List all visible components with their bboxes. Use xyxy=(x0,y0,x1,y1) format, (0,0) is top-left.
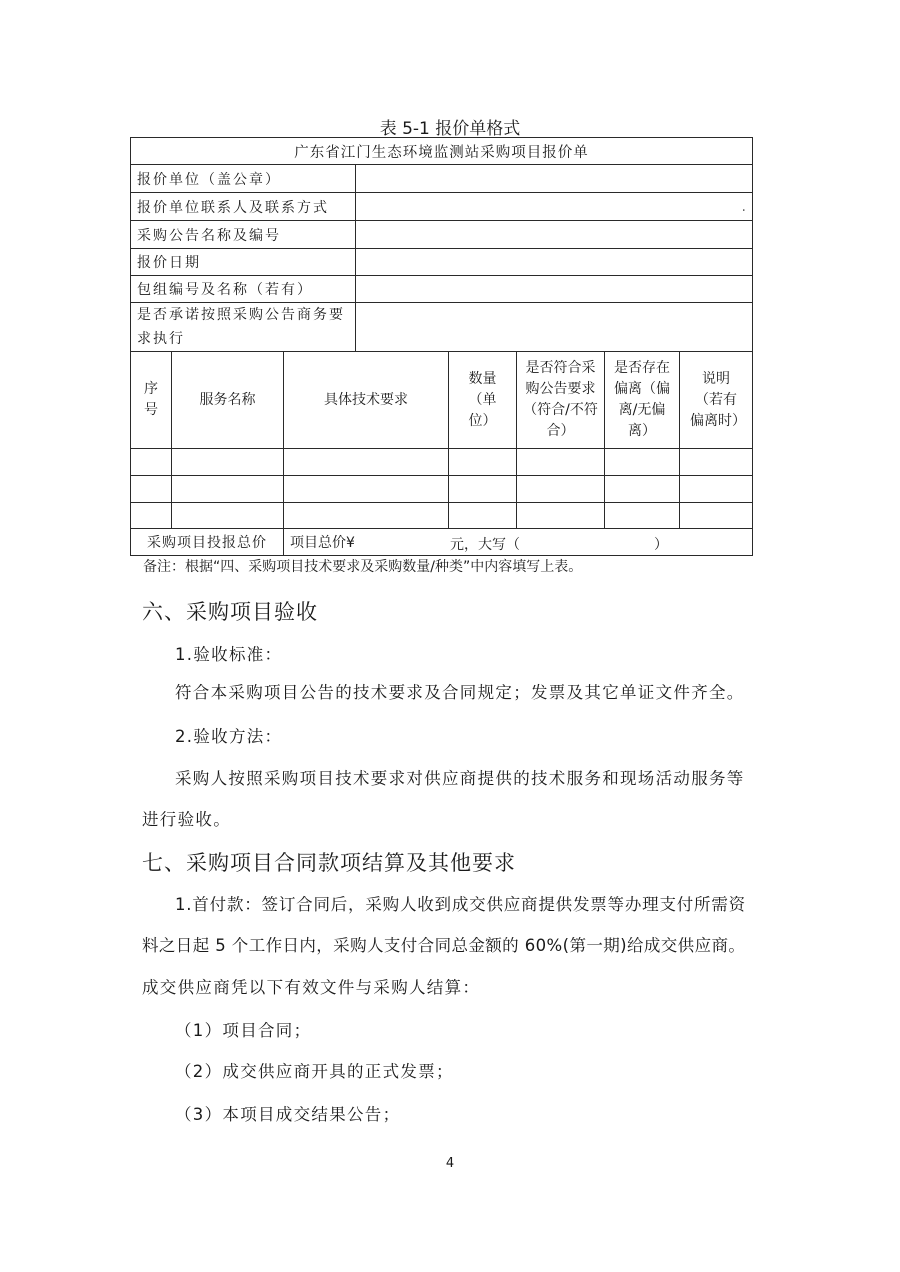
section6-item1-text: 符合本采购项目公告的技术要求及合同规定；发票及其它单证文件齐全。 xyxy=(175,683,745,702)
table-row xyxy=(131,449,753,476)
total-value xyxy=(284,529,753,556)
info-label: 报价日期 xyxy=(131,249,356,276)
info-value: . xyxy=(356,193,753,221)
total-close: ） xyxy=(654,537,668,553)
total-prefix: 项目总价¥ xyxy=(290,535,355,551)
section7-para-line1: 1.首付款：签订合同后，采购人收到成交供应商提供发票等办理支付所需资 xyxy=(175,895,746,914)
section7-para-line3: 成交供应商凭以下有效文件与采购人结算： xyxy=(142,978,481,997)
info-label: 包组编号及名称（若有） xyxy=(131,276,356,303)
section7-list-item: （1）项目合同； xyxy=(175,1021,312,1040)
section6-heading: 六、采购项目验收 xyxy=(142,600,318,624)
column-header: 是否符合采购公告要求（符合/不符合） xyxy=(517,352,605,449)
info-value xyxy=(356,303,753,352)
table-note: 备注：根据“四、采购项目技术要求及采购数量/种类”中内容填写上表。 xyxy=(143,559,583,575)
column-header: 服务名称 xyxy=(172,352,284,449)
section7-heading: 七、采购项目合同款项结算及其他要求 xyxy=(142,851,516,875)
total-label: 采购项目投报总价 xyxy=(131,529,284,556)
info-value xyxy=(356,249,753,276)
section6-item1-title: 1.验收标准： xyxy=(175,645,283,664)
page-number: 4 xyxy=(445,1156,455,1171)
info-label: 报价单位（盖公章） xyxy=(131,165,356,193)
section6-item2-text-line1: 采购人按照采购项目技术要求对供应商提供的技术服务和现场活动服务等 xyxy=(175,769,745,788)
section7-para-line2: 料之日起 5 个工作日内，采购人支付合同总金额的 60%(第一期)给成交供应商。 xyxy=(142,936,746,955)
total-yuan: 元，大写（ xyxy=(450,537,520,553)
info-value xyxy=(356,165,753,193)
section7-list-item: （2）成交供应商开具的正式发票； xyxy=(175,1062,454,1081)
table-caption: 表 5-1 报价单格式 xyxy=(379,119,521,139)
section6-item2-text-line2: 进行验收。 xyxy=(142,810,231,829)
section6-item2-title: 2.验收方法： xyxy=(175,727,283,746)
info-label: 报价单位联系人及联系方式 xyxy=(131,193,356,221)
table-row xyxy=(131,476,753,503)
table-title: 广东省江门生态环境监测站采购项目报价单 xyxy=(131,138,753,165)
info-label: 采购公告名称及编号 xyxy=(131,221,356,249)
info-value xyxy=(356,276,753,303)
column-header: 序号 xyxy=(131,352,172,449)
column-header: 说明（若有偏离时） xyxy=(680,352,753,449)
column-header: 是否存在偏离（偏离/无偏离） xyxy=(605,352,680,449)
column-header: 具体技术要求 xyxy=(284,352,449,449)
column-header: 数量（单位） xyxy=(449,352,517,449)
table-row xyxy=(131,503,753,529)
info-label: 是否承诺按照采购公告商务要求执行 xyxy=(131,303,356,352)
info-value xyxy=(356,221,753,249)
section7-list-item: （3）本项目成交结果公告； xyxy=(175,1105,401,1124)
quotation-table xyxy=(130,137,753,556)
